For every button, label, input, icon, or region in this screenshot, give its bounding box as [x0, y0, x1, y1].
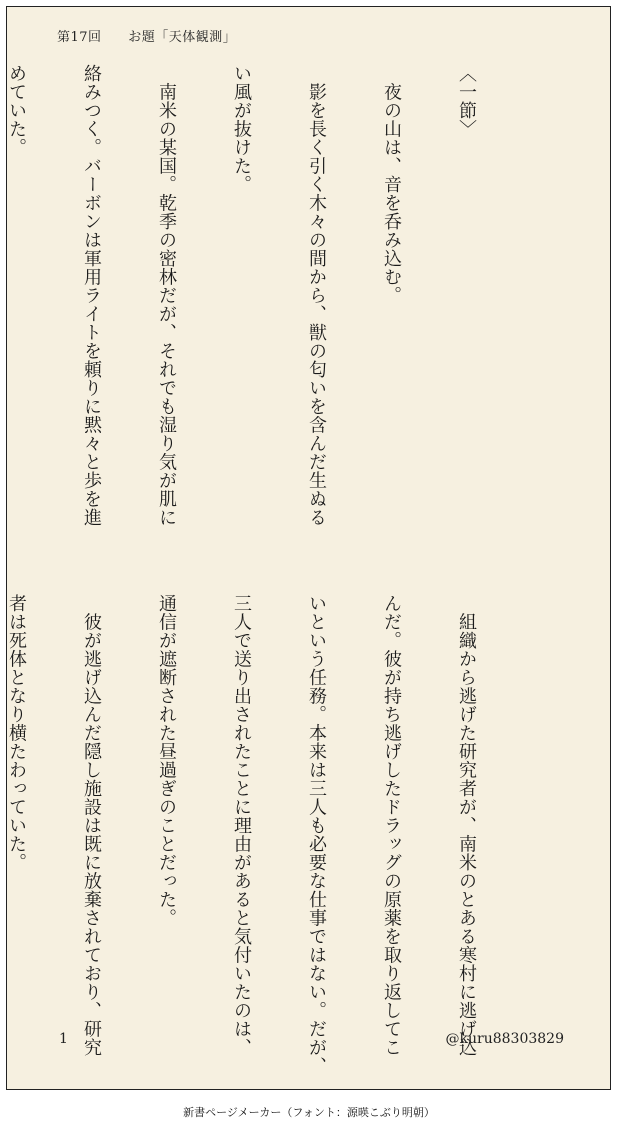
text-line: めていた。	[6, 64, 27, 157]
text-line: 組織から逃げた研究者が、南米のとある寒村に逃げ込	[456, 594, 477, 1057]
generator-credit: 新書ページメーカー（フォント：源暎こぶり明朝）	[183, 1106, 435, 1119]
manuscript-page	[6, 6, 611, 1090]
text-line: 者は死体となり横たわっていた。	[6, 594, 27, 872]
author-account: @kuru88303829	[445, 1031, 564, 1047]
text-line: 彼が逃げ込んだ隠し施設は既に放棄されており、研究	[81, 594, 102, 1057]
text-line: 影を長く引く木々の間から、獣の匂いを含んだ生ぬる	[306, 64, 327, 527]
text-line: 絡みつく。バーボンは軍用ライトを頼りに黙々と歩を進	[81, 64, 102, 527]
text-line: 夜の山は、音を呑み込む。	[381, 64, 402, 305]
text-line: いという任務。本来は三人も必要な仕事ではない。だが、	[306, 594, 327, 1075]
page-header	[57, 26, 236, 45]
top-text-block	[6, 64, 529, 534]
text-line: 三人で送り出されたことに理由があると気付いたのは、	[231, 594, 252, 1057]
text-line: い風が抜けた。	[231, 64, 252, 194]
text-line: んだ。彼が持ち逃げしたドラッグの原薬を取り返してこ	[381, 594, 402, 1057]
text-line: 通信が遮断された昼過ぎのことだった。	[156, 594, 177, 927]
text-line: 〈一節〉	[456, 64, 477, 138]
text-line: 南米の某国。乾季の密林だが、それでも湿り気が肌に	[156, 64, 177, 527]
series-number: 第17回	[57, 30, 102, 45]
theme-title: お題「天体観測」	[128, 30, 237, 45]
page-number: 1	[59, 1031, 68, 1047]
